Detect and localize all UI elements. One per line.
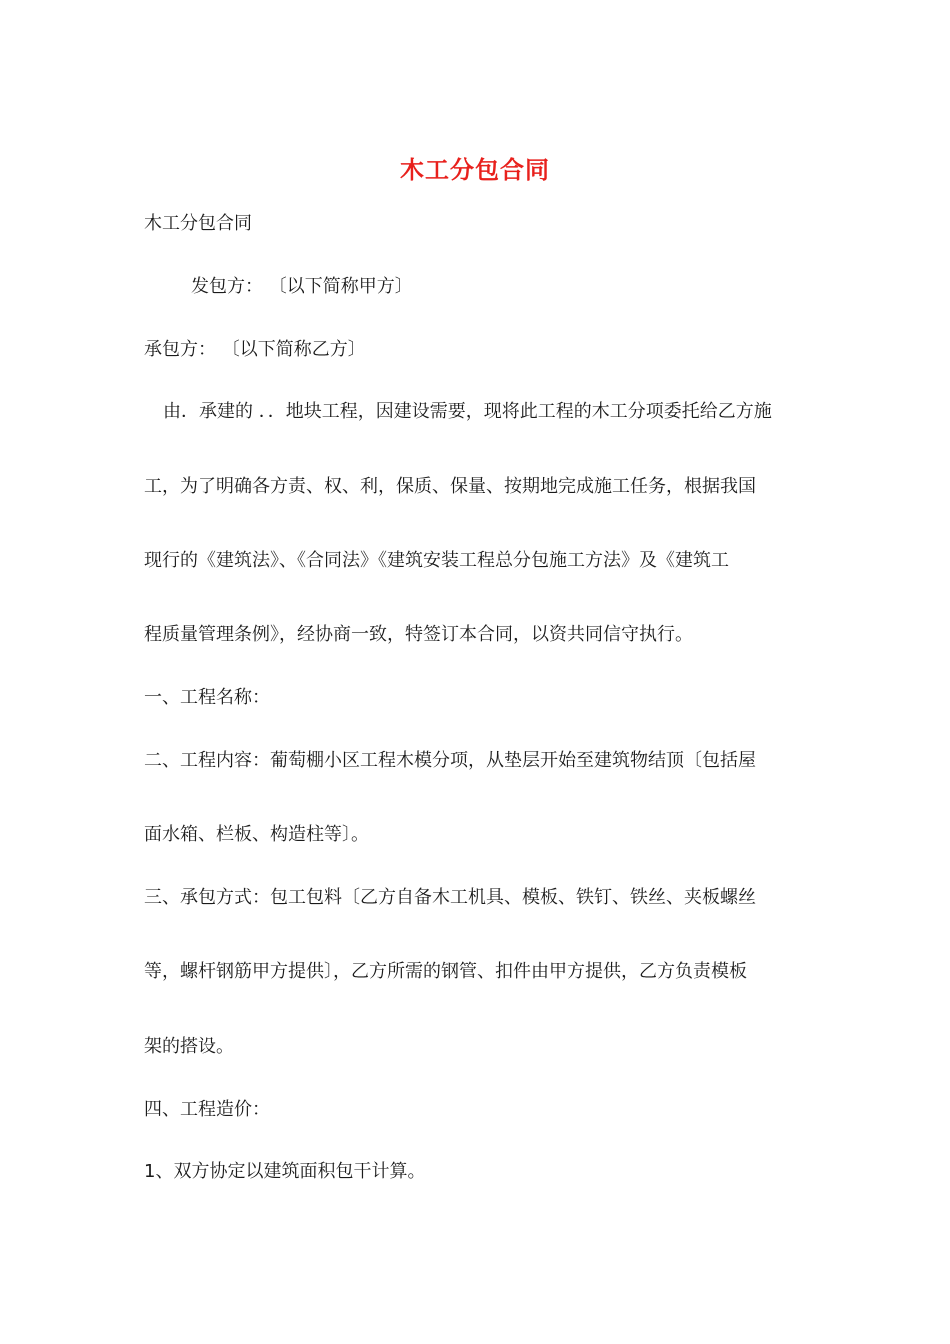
paragraph-line: 三、承包方式：包工包料〔乙方自备木工机具、模板、铁钉、铁丝、夹板螺丝 — [144, 887, 756, 908]
document-title: 木工分包合同 — [400, 156, 550, 184]
contractor-line: 承包方： 〔以下简称乙方〕 — [144, 339, 366, 360]
paragraph-line: 现行的《建筑法》、《合同法》《建筑安装工程总分包施工方法》及《建筑工 — [144, 550, 729, 571]
paragraph-line: 架的搭设。 — [144, 1036, 234, 1057]
paragraph-line: 面水箱、栏板、构造柱等〕。 — [144, 824, 369, 845]
paragraph-line: 等，螺杆钢筋甲方提供〕，乙方所需的钢管、扣件由甲方提供，乙方负责模板 — [144, 961, 747, 982]
subtitle-line: 木工分包合同 — [144, 213, 252, 234]
paragraph-line: 1、双方协定以建筑面积包干计算。 — [144, 1161, 426, 1182]
paragraph-line: 由．承建的 ．．地块工程，因建设需要，现将此工程的木工分项委托给乙方施 — [163, 401, 772, 422]
paragraph-line: 程质量管理条例》，经协商一致，特签订本合同，以资共同信守执行。 — [144, 624, 693, 645]
employer-line: 发包方： 〔以下简称甲方〕 — [191, 276, 413, 297]
section-heading: 一、工程名称： — [144, 687, 270, 708]
paragraph-line: 工，为了明确各方责、权、利，保质、保量、按期地完成施工任务，根据我国 — [144, 476, 756, 497]
section-heading: 四、工程造价： — [144, 1099, 270, 1120]
paragraph-line: 二、工程内容：葡萄棚小区工程木模分项，从垫层开始至建筑物结顶〔包括屋 — [144, 750, 756, 771]
